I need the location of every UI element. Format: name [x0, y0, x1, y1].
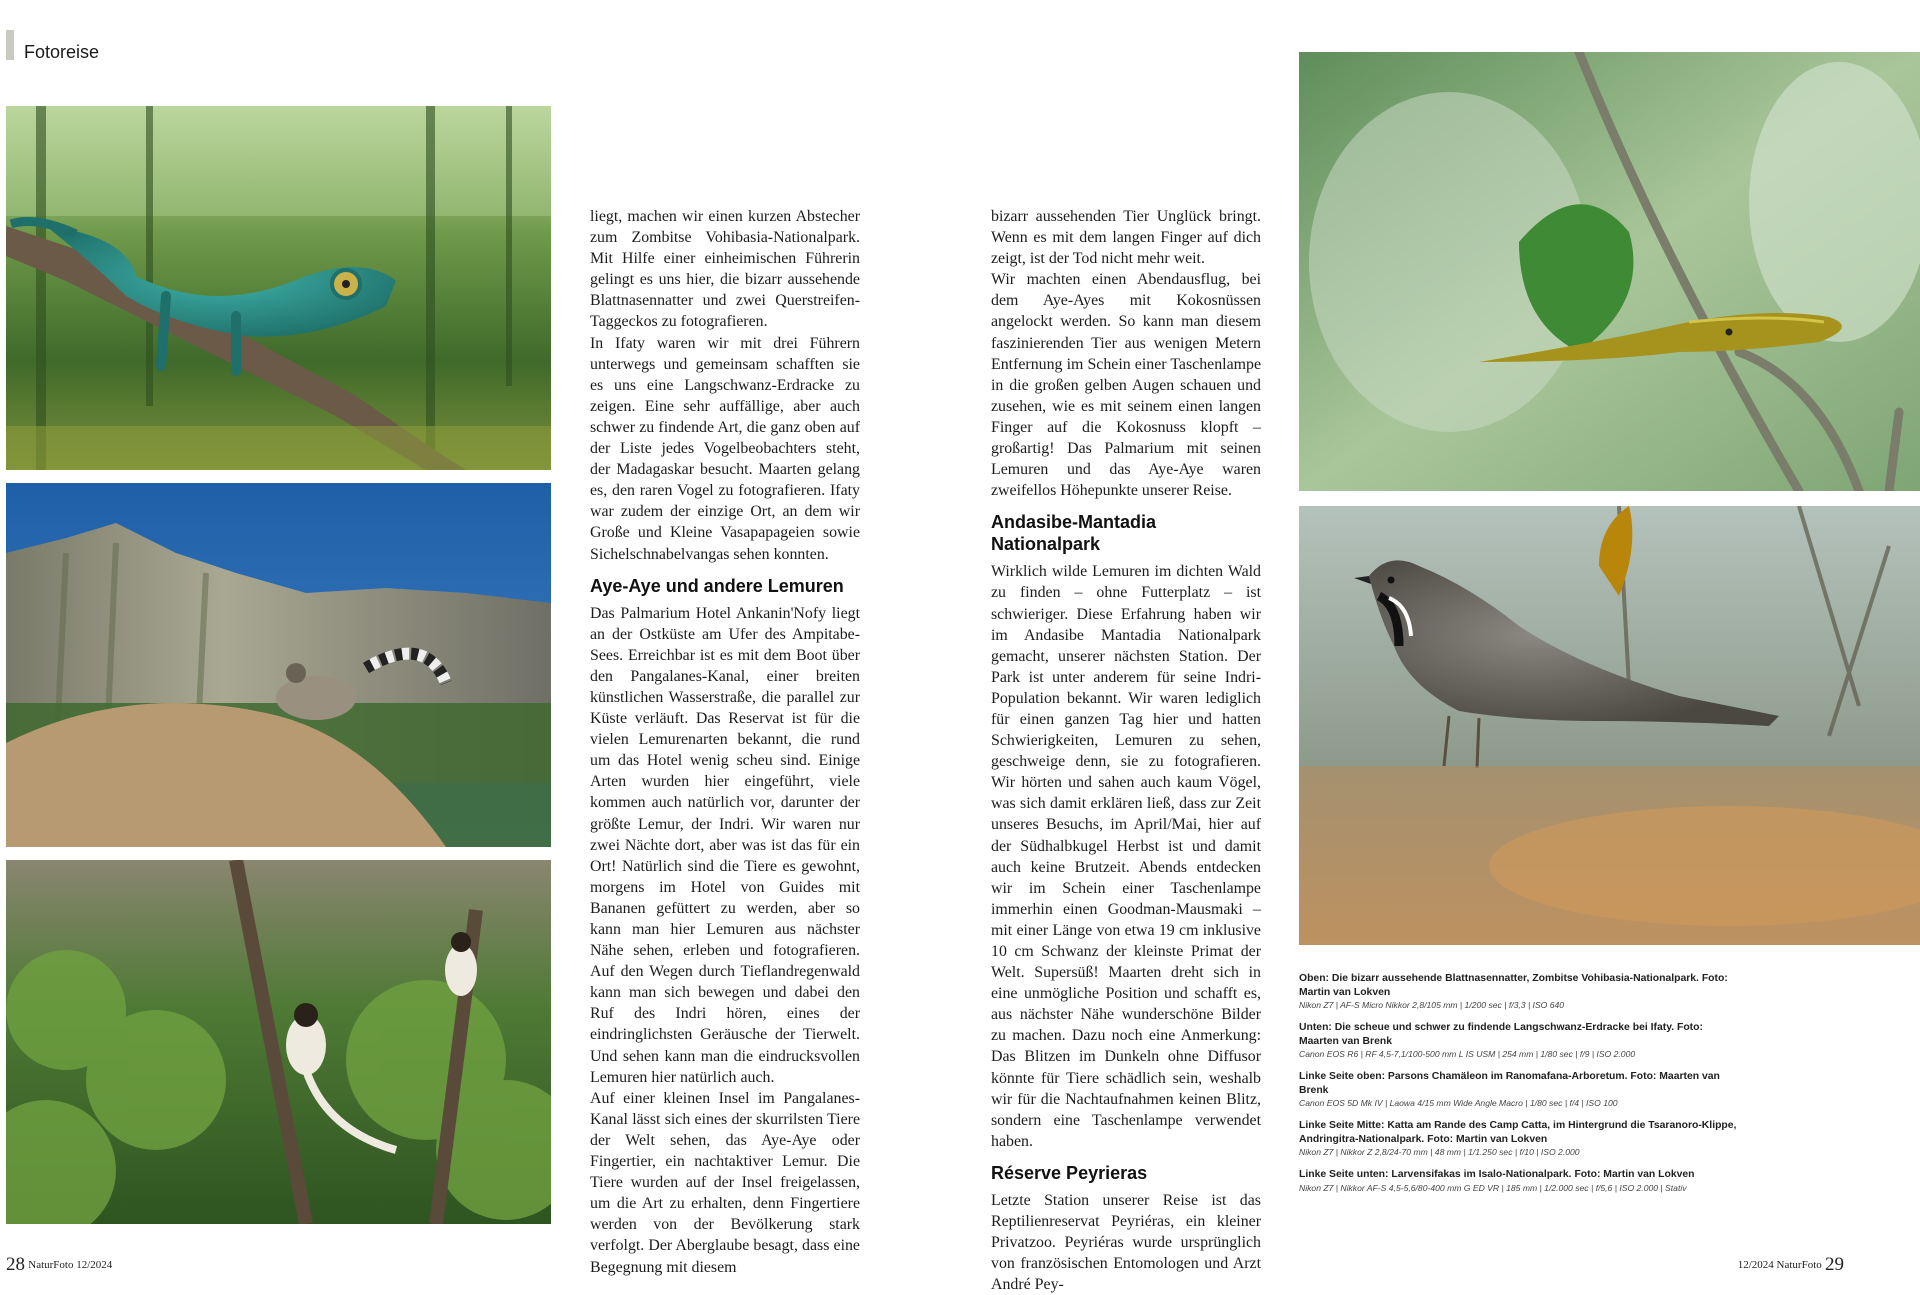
article-column-1: [590, 206, 860, 1278]
caption-exif: Nikon Z7 | Nikkor Z 2,8/24-70 mm | 48 mm | 1/1.250 sec | f/10 | ISO 2.000: [1299, 1147, 1580, 1157]
paragraph: Auf einer kleinen Insel im Pangalanes-Kanal lässt sich eines der skurrilsten Tiere der Welt sehen, das Aye-Aye oder Fingertier, ein nachtaktiver Lemur. Die Tiere wurden auf der Insel freigelassen, um die Art zu erhalten, denn Fingertiere werden von der Bevölkerung stark verfolgt. Der Aberglaube besagt, dass eine Begegnung mit diesem: [590, 1089, 860, 1276]
paragraph: Das Palmarium Hotel Ankanin'Nofy liegt an der Ostküste am Ufer des Ampitabe-Sees. Erreichbar ist es mit dem Boot über den Pangalanes-Kanal, einer breiten künstlichen Wasserstraße, die parallel zur Küste verläuft. Das Reservat ist für die vielen Lemurenarten bekannt, die rund um das Hotel wenig scheu sind. Einige Arten wurden hier eingeführt, viele kommen auch natürlich vor, darunter der größte Lemur, der Indri. Wir waren nur zwei Nächte dort, aber was ist das für ein Ort! Natürlich sind die Tiere es gewohnt, morgens im Hotel von Guides mit Bananen gefüttert zu werden, aber so kann man hier Lemuren aus nächster Nähe sehen, erleben und fotografieren. Auf den Wegen durch Tieflandregenwald kann man sich bewegen und dabei den Ruf des Indri hören, eines der eindringlichsten Geräusche der Tierwelt. Und sehen kann man die eindrucksvollen Lemuren hier natürlich auch.: [590, 604, 860, 1086]
caption-title: Unten: Die scheue und schwer zu findende Langschwanz-Erdracke bei Ifaty. Foto: Maarten van Brenk: [1299, 1022, 1703, 1047]
photo-snake: [1299, 52, 1920, 491]
photo-chameleon: [6, 106, 551, 470]
photo-sifakas: [6, 860, 551, 1224]
paragraph: In Ifaty waren wir mit drei Führern unterwegs und gemeinsam schafften sie es uns eine Langschwanz-Erdracke zu zeigen. Eine sehr auffällige, aber auch schwer zu findende Art, die ganz oben auf der Liste jedes Vogelbeobachters steht, der Madagaskar besucht. Maarten gelang es, den raren Vogel zu fotografieren. Ifaty war zudem der einzige Ort, an dem wir Große und Kleine Vasapapageien sowie Sichelschnabelvangas sehen konnten.: [590, 334, 860, 563]
paragraph: Letzte Station unserer Reise ist das Reptilienreservat Peyriéras, ein kleiner Privatzoo. Peyriéras wurde ursprünglich von französischen Entomologen und Arzt André Pey-: [991, 1191, 1261, 1294]
subheading: Aye-Aye und andere Lemuren: [590, 575, 844, 596]
caption: [1299, 1021, 1739, 1060]
magazine-issue: 12/2024 NaturFoto: [1737, 1259, 1822, 1271]
folio-left: [6, 1254, 112, 1276]
caption: [1299, 972, 1739, 1011]
paragraph: Wirklich wilde Lemuren im dichten Wald zu finden – ohne Futterplatz – ist schwieriger. Diese Erfahrung haben wir im Andasibe Mantadia Nationalpark gemacht, unserer nächsten Station. Der Park ist unter anderem für seine Indri-Population bekannt. Wir waren lediglich für einen ganzen Tag hier und hatten Schwierigkeiten, Lemuren zu sehen, geschweige denn, sie zu fotografieren. Wir hörten und sahen auch kaum Vögel, was sich damit erklären ließ, dass zur Zeit unseres Besuchs, im April/Mai, hier auf der Südhalbkugel Herbst ist und damit auch keine Brutzeit. Abends entdecken wir im Schein einer Taschenlampe immerhin einen Goodman-Mausmaki – mit einer Länge von etwa 19 cm inklusive 10 cm Schwanz der kleinste Primat der Welt. Supersüß! Maarten dreht sich in eine unmögliche Position und schafft es, aus nächster Nähe wunderschöne Bilder zu machen. Dazu noch eine Anmerkung: Das Blitzen im Dunkeln ohne Diffusor könnte für Tiere schädlich sein, weshalb wir für die Nachtaufnahmen keinen Blitz, sondern eine Taschenlampe verwendet haben.: [991, 563, 1261, 1150]
magazine-issue: NaturFoto 12/2024: [28, 1259, 113, 1271]
subheading: Andasibe-Mantadia Nationalpark: [991, 512, 1157, 555]
subheading: Réserve Peyrieras: [991, 1162, 1148, 1183]
caption-title: Linke Seite unten: Larvensifakas im Isalo-Nationalpark. Foto: Martin van Lokven: [1299, 1169, 1695, 1180]
caption: [1299, 1119, 1739, 1158]
paragraph: Wir machten einen Abendausflug, bei dem Aye-Ayes mit Kokosnüssen angelockt werden. So kann man diesem faszinierenden Tier aus wenigen Metern Entfernung im Schein einer Taschenlampe in die großen gelben Augen schauen und zusehen, wie es mit seinem einen langen Finger auf die Kokosnuss klopft – großartig! Das Palmarium mit seinen Lemuren und das Aye-Aye waren zweifellos Höhepunkte unserer Reise.: [991, 271, 1261, 500]
paragraph: bizarr aussehenden Tier Unglück bringt. Wenn es mit dem langen Finger auf dich zeigt, ist der Tod nicht mehr weit.: [991, 208, 1261, 268]
article-column-2: [991, 206, 1261, 1295]
page-number: 29: [1825, 1254, 1844, 1275]
caption-exif: Canon EOS R6 | RF 4,5-7,1/100-500 mm L IS USM | 254 mm | 1/80 sec | f/9 | ISO 2.000: [1299, 1049, 1636, 1059]
caption-exif: Nikon Z7 | AF-S Micro Nikkor 2,8/105 mm | 1/200 sec | f/3,3 | ISO 640: [1299, 1000, 1565, 1010]
section-label: Fotoreise: [24, 42, 100, 62]
page-number: 28: [6, 1254, 25, 1275]
caption-title: Linke Seite oben: Parsons Chamäleon im Ranomafana-Arboretum. Foto: Maarten van Brenk: [1299, 1071, 1720, 1096]
section-marker: [6, 30, 14, 60]
folio-right: [1738, 1254, 1844, 1276]
photo-bird: [1299, 506, 1920, 945]
paragraph: liegt, machen wir einen kurzen Abstecher zum Zombitse Vohibasia-Nationalpark. Mit Hilfe einer einheimischen Führerin gelingt es uns hier, die bizarr aussehende Blattnasennatter und zwei Querstreifen-Taggeckos zu fotografieren.: [590, 208, 860, 331]
caption-title: Linke Seite Mitte: Katta am Rande des Camp Catta, im Hintergrund die Tsaranoro-Klippe, Andringitra-Nationalpark. Foto: Martin van Lokven: [1299, 1120, 1737, 1145]
caption: [1299, 1070, 1739, 1109]
caption: [1299, 1168, 1739, 1194]
caption-title: Oben: Die bizarr aussehende Blattnasennatter, Zombitse Vohibasia-Nationalpark. Foto: Martin van Lokven: [1299, 973, 1728, 998]
photo-captions: [1299, 972, 1739, 1204]
caption-exif: Canon EOS 5D Mk IV | Laowa 4/15 mm Wide Angle Macro | 1/80 sec | f/4 | ISO 100: [1299, 1098, 1618, 1108]
caption-exif: Nikon Z7 | Nikkor AF-S 4,5-5,6/80-400 mm G ED VR | 185 mm | 1/2.000 sec | f/5,6 | ISO 2.000 | Stativ: [1299, 1182, 1687, 1193]
photo-lemurs: [6, 483, 551, 847]
